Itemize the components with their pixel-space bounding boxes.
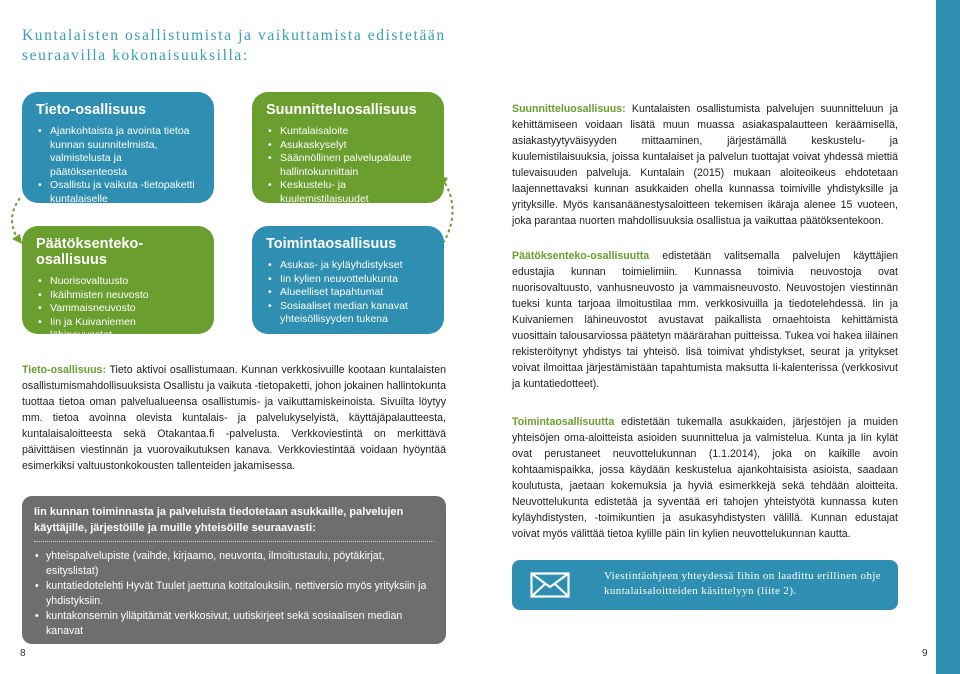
paragraph-tieto-osallisuus [22, 362, 446, 474]
paragraph-toimintaosallisuus [512, 414, 898, 542]
list-item: • Alueelliset tapahtumat [266, 286, 430, 300]
box-title: Toimintaosallisuus [266, 236, 397, 252]
list-item: • kuntatiedotelehti Hyvät Tuulet jaettuna kotitalouksiin, nettiversio myös yrityksiin ja yhdistyksiin. [34, 579, 434, 609]
heading-line-1: Kuntalaisten osallistumista ja vaikuttamista edistetään [22, 27, 446, 44]
box-title: Suunnitteluosallisuus [266, 102, 417, 118]
paragraph-lead: Suunnitteluosallisuus: [512, 103, 626, 115]
list-item: • Asukas- ja kyläyhdistykset [266, 259, 430, 273]
box-toimintaosallisuus [252, 226, 444, 334]
list-item: • Asukaskyselyt [266, 139, 430, 153]
paragraph-text: Tieto aktivoi osallistumaan. Kunnan verkkosivuille kootaan kuntalaisten osallistumismahdollisuuksista Osallistu ja vaikuta -tietopaketti, johon jokainen hallintokunta tuottaa tietoa oman palvelualueensa osallistumis- ja vaikuttamiskeinoista. Sivuilta löytyy mm. tietoa avoinna olevista kuntalais- ja palvelukyselyistä, käyttäjäpalautteesta, kuntalaisaloitteesta sekä Otakantaa.fi -palvelusta. Verkkoviestintä on merkittävä päivittäisen viestinnän ja vuorovaikutuksen kanava. Verkkoviestintää voidaan hyöyntää esimerkiksi valtuustonkokousten tallenteiden jakamisessa. [22, 364, 446, 472]
paragraph-text: edistetään tukemalla asukkaiden, järjestöjen ja muiden yhteisöjen oma-aloitteista asioiden suunnittelua ja valmistelua. Kunta ja Iin kylät ovat perustaneet neuvottelukunnan (1.1.2014), joka on kaikille avoin kohtaamispaikka, jossa käydään keskustelua ajankohtaisista asioista, saadaan koulutusta, jaetaan kokemuksia ja hyviä esimerkkejä sekä tehdään aloitteita. Neuvottelukunta edistetää ja syventää eri tahojen yhteistyötä kunnassa kuten kyläyhdistysten, -toimikuntien ja asukasyhdistysten välillä. Kunnan edustajat voivat myös välittää tietoa kylille päin Iin kylien neuvottelukunnan kautta. [512, 416, 898, 540]
list-item: • Kuntalaisaloite [266, 125, 430, 139]
list-item: • Säännöllinen palvelupalaute hallintokunnittain [266, 152, 430, 179]
paragraph-suunnitteluosallisuus [512, 101, 898, 229]
list-item: • Iin kylien neuvottelukunta [266, 273, 430, 287]
paragraph-lead: Päätöksenteko-osallisuutta [512, 250, 650, 262]
list-item: • yhteispalvelupiste (vaihde, kirjaamo, neuvonta, ilmoitustaulu, pöytäkirjat, esityslistat) [34, 549, 434, 579]
heading-line-2: seuraavilla kokonaisuuksilla: [22, 47, 249, 64]
list-item: • kuntakonsernin ylläpitämät verkkosivut, uutiskirjeet sekä sosiaalisen median kanavat [34, 609, 434, 639]
note-box [512, 560, 898, 610]
paragraph-lead: Toimintaosallisuutta [512, 416, 615, 428]
list-item: • Iin ja Kuivaniemen lähineuvostot [36, 316, 200, 343]
info-box-title: Iin kunnan toiminnasta ja palveluista tiedotetaan asukkaille, palvelujen käyttäjille, järjestöille ja muille yhteisöille seuraavasti: [34, 506, 404, 534]
cycle-arrow-left [0, 196, 28, 246]
box-list [266, 259, 430, 327]
box-paatoksenteko-osallisuus [22, 226, 214, 341]
page-number-left: 8 [20, 648, 26, 659]
cycle-arrow-right [436, 174, 466, 246]
list-item: • Keskustelu- ja kuulemistilaisuudet [266, 179, 430, 206]
list-item: • Osallistu ja vaikuta -tietopaketti kuntalaiselle [36, 179, 200, 206]
dotted-divider [34, 541, 434, 542]
info-box-list [34, 549, 434, 639]
paragraph-paatoksenteko-osallisuus [512, 248, 898, 392]
list-item: • Ajankohtaista ja avointa tietoa kunnan suunnitelmista, valmistelusta ja päätöksenteosta [36, 125, 200, 179]
right-edge-strip [936, 0, 960, 674]
page-number-right: 9 [922, 648, 928, 659]
box-suunnitteluosallisuus [252, 92, 444, 203]
note-text: Viestintäohjeen yhteydessä Iihin on laadittu erillinen ohje kuntalaisaloitteiden käsittelyyn (liite 2). [604, 570, 882, 597]
paragraph-lead: Tieto-osallisuus: [22, 364, 106, 376]
list-item: • Sosiaaliset median kanavat yhteisöllisyyden tukena [266, 300, 430, 327]
list-item: • Nuorisovaltuusto [36, 275, 200, 289]
list-item: • Ikäihmisten neuvosto [36, 289, 200, 303]
box-tieto-osallisuus [22, 92, 214, 203]
box-list [36, 275, 200, 343]
info-box-tiedotus [22, 496, 446, 644]
box-list [266, 125, 430, 206]
box-title: Päätöksenteko-osallisuus [36, 236, 144, 268]
mail-icon [530, 572, 570, 598]
box-list [36, 125, 200, 206]
list-item: • Vammaisneuvosto [36, 302, 200, 316]
paragraph-text: edistetään valitsemalla palvelujen käyttäjien edustajia kunnan toimielimiin. Kunnassa toimivia neuvostoja ovat nuorisovaltuusto, vanhusneuvosto ja vammaisneuvosto. Neuvostojen viestinnän tueksi kunta tarjoaa ilmoitustilaa mm. verkkosivuilla ja tiedotelehdessä. Iin ja Kuivaniemen lähineuvostot avustavat paikallista omaehtoista kehittämistä vuosittain talousarviossa päätetyn määrärahan puitteissa. Tukea voi hakea iiläinen rekisteröitynyt yhdistys tai yhteisö. Iisä toimivat yhdistykset, seurat ja yritykset voivat ilmoittaa järjestämistään tapahtumista maksutta Ii-kalenterissa (verkkosivut ja kuntatiedotteet). [512, 250, 898, 390]
paragraph-text: Kuntalaisten osallistumista palvelujen suunnitteluun ja kehittämiseen voidaan lisätä muun muassa asiakaspalautteen keräämisellä, asiakastyytyväisyyden mittaaminen, järjestämällä keskustelu- ja kuulemistilaisuuksia, joissa kuntalaiset ja palvelun tuottajat voivat yhdessä miettiä tulevaisuuden palveluja. Kuntalain (2015) mukaan aloiteoikeus ehdotetaan laajennettavaksi kunnan asukkaiden ohella kunnassa toimiville yhdistyksille ja yrityksille. Myös kansanäänestysaloitteen tekemisen ikäraja alenee 15 vuoteen, joka parantaa nuorten mahdollisuuksia osallistua ja vaikuttaa päätöksentekoon. [512, 103, 898, 227]
box-title: Tieto-osallisuus [36, 102, 147, 118]
page-heading [22, 26, 462, 66]
